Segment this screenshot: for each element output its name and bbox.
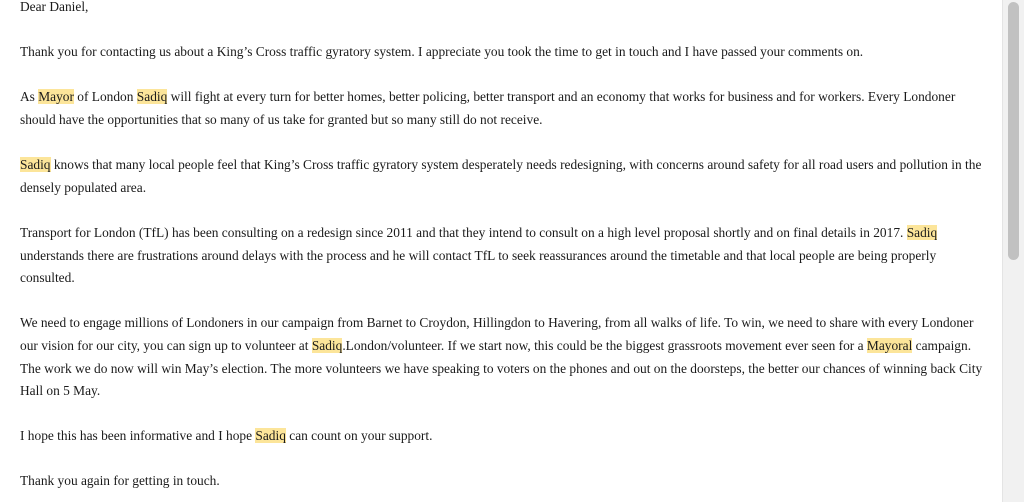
text-span: As (20, 89, 39, 105)
letter-body (20, 0, 990, 502)
text-span: can count on your support. (285, 428, 433, 444)
search-highlight: Sadiq (255, 428, 286, 444)
paragraph-closing: Thank you again for getting in touch. (20, 473, 220, 489)
text-span: understands there are frustrations around delays with the process and he will contact TfL to seek reassurances around the timetable and that local people are being properly consulted. (20, 247, 937, 286)
paragraph-thanks: Thank you for contacting us about a King’s Cross traffic gyratory system. I appreciate you took the time to get in touch and I have passed your comments on. (20, 44, 864, 60)
search-highlight: Sadiq (136, 89, 168, 105)
search-highlight: Sadiq (20, 157, 51, 173)
paragraph-mayor (20, 86, 990, 131)
paragraph-support (20, 425, 990, 448)
salutation: Dear Daniel, (20, 0, 89, 14)
search-highlight: Sadiq (906, 224, 938, 240)
text-span: will fight at every turn for better homes, better policing, better transport and an economy that works for business and for workers. Every Londoner should have the opportunities that so many of us take for granted but so many still do not receive. (20, 89, 956, 127)
paragraph-campaign (20, 312, 990, 402)
text-span: campaign. The work we do now will win May’s election. The more volunteers we have speaking to voters on the phones and out on the doorsteps, the better our chances of winning back City Hall on 5 May. (20, 337, 983, 399)
text-span: We need to engage millions of Londoners in our campaign from Barnet to Croydon, Hillingdon to Havering, from all walks of life. To win, we need to share with every Londoner our vision for our city, you can sign up to volunteer at (20, 315, 974, 353)
text-span: of London (73, 89, 137, 105)
text-span: knows that many local people feel that King’s Cross traffic gyratory system desperately needs redesigning, with concerns around safety for all road users and pollution in the densely populated area. (20, 157, 982, 195)
text-span: .London/volunteer. If we start now, this could be the biggest grassroots movement ever seen for a (342, 337, 867, 353)
search-highlight: Mayoral (866, 337, 913, 353)
search-highlight: Sadiq (311, 337, 343, 353)
paragraph-gyratory (20, 154, 990, 199)
text-span: Transport for London (TfL) has been consulting on a redesign since 2011 and that they intend to consult on a high level proposal shortly and on final details in 2017. (20, 224, 907, 240)
scrollbar-thumb[interactable] (1008, 2, 1019, 260)
search-highlight: Mayor (38, 89, 74, 105)
text-span: I hope this has been informative and I hope (20, 428, 256, 444)
paragraph-tfl (20, 222, 990, 290)
vertical-scrollbar[interactable] (1002, 0, 1024, 502)
